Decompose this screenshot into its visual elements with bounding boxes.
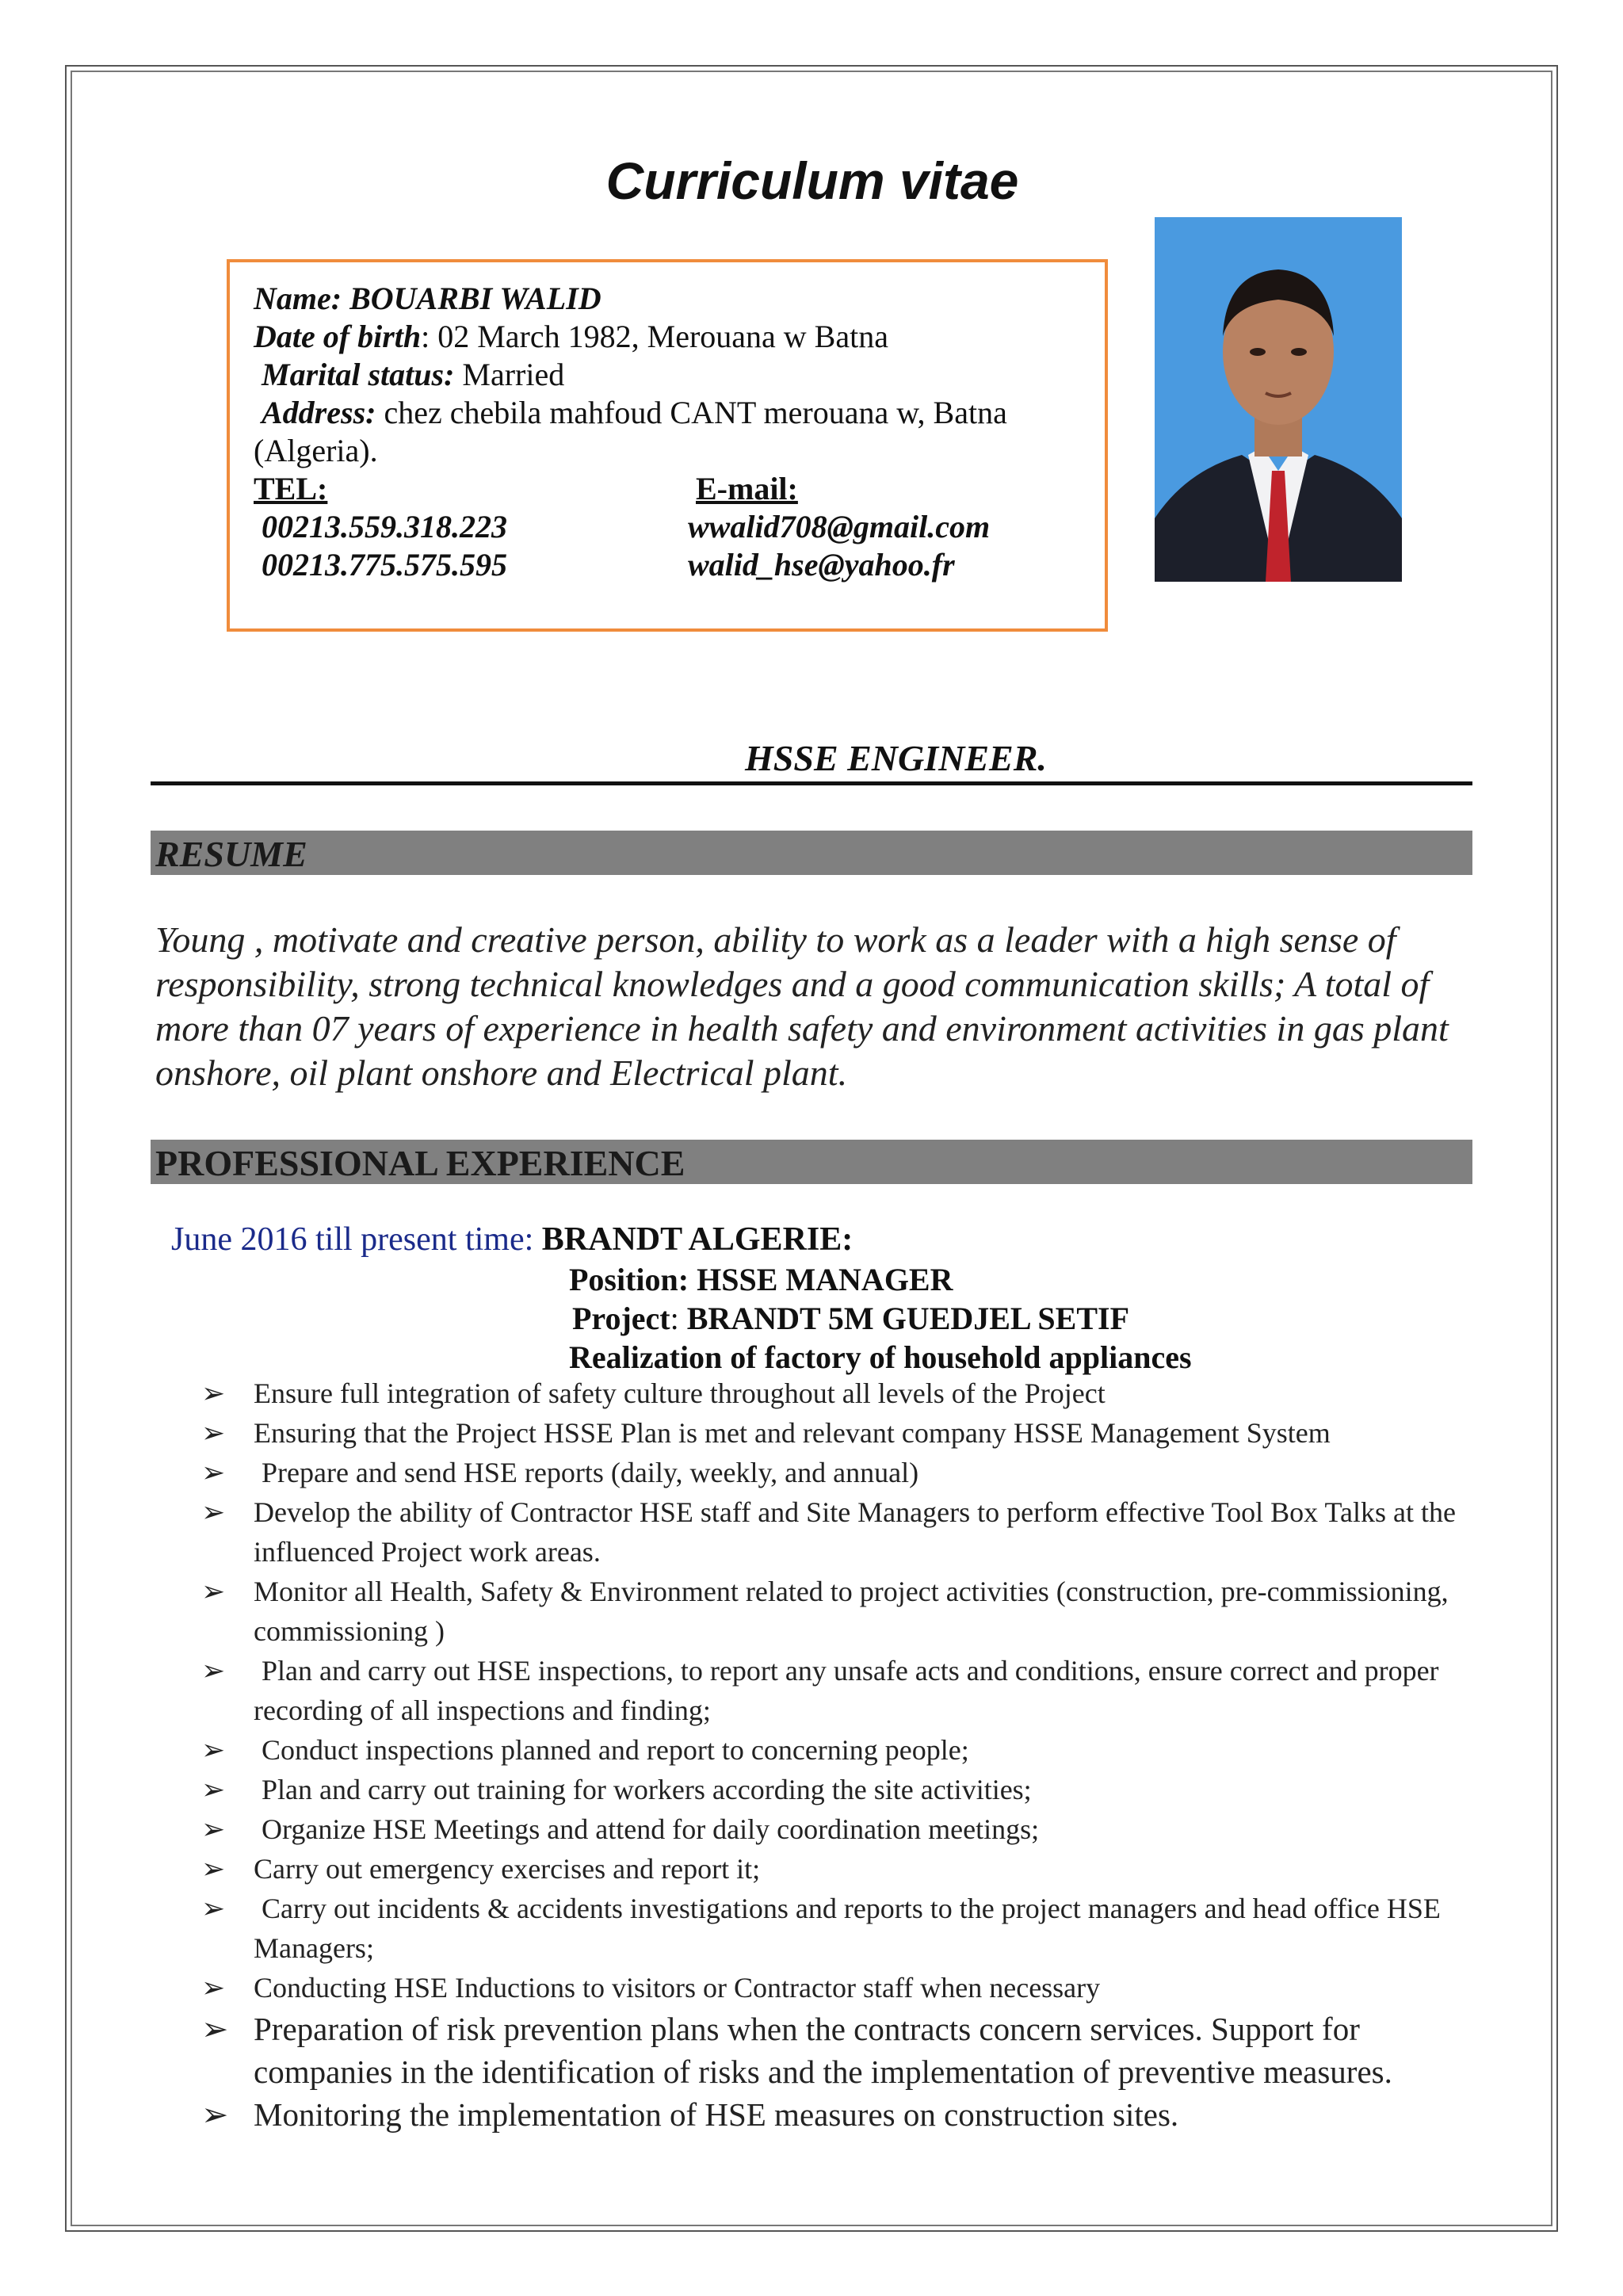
arrow-bullet-icon: ➢	[201, 1655, 226, 1687]
address-value: chez chebila mahfoud CANT merouana w, Batna	[376, 395, 1007, 430]
marital-line	[254, 356, 1105, 394]
tel-1: 00213.559.318.223	[262, 509, 507, 544]
project-label: Project	[572, 1301, 670, 1336]
arrow-bullet-icon: ➢	[201, 1853, 226, 1885]
list-item: ➢ Conduct inspections planned and report to concerning people;	[201, 1730, 1485, 1770]
list-item: ➢ Develop the ability of Contractor HSE staff and Site Managers to perform effective Tool Box Talks at the influenced Project work areas.	[201, 1492, 1485, 1572]
marital-value: Married	[454, 357, 565, 392]
email-2: walid_hse@yahoo.fr	[688, 547, 955, 583]
list-item: ➢ Ensure full integration of safety culture throughout all levels of the Project	[201, 1373, 1485, 1413]
address-line-2: (Algeria).	[254, 433, 378, 468]
dob-line	[254, 318, 1105, 356]
list-item: ➢ Prepare and send HSE reports (daily, weekly, and annual)	[201, 1453, 1485, 1492]
list-item: ➢ Conducting HSE Inductions to visitors or Contractor staff when necessary	[201, 1968, 1485, 2008]
name-line	[254, 280, 1105, 318]
job-title: HSSE ENGINEER.	[745, 738, 1047, 778]
task-list	[201, 1373, 1485, 2136]
dob-label: Date of birth	[254, 319, 422, 354]
email-1: wwalid708@gmail.com	[688, 509, 991, 544]
list-item: ➢ Monitoring the implementation of HSE measures on construction sites.	[201, 2093, 1485, 2136]
list-item: ➢ Plan and carry out training for workers according the site activities;	[201, 1770, 1485, 1809]
experience-heading: PROFESSIONAL EXPERIENCE	[151, 1140, 1472, 1184]
arrow-bullet-icon: ➢	[201, 1377, 226, 1409]
project-value: BRANDT 5M GUEDJEL SETIF	[686, 1301, 1130, 1336]
list-item: ➢ Ensuring that the Project HSSE Plan is met and relevant company HSSE Management System	[201, 1413, 1485, 1453]
address-line	[254, 394, 1105, 432]
resume-summary: Young , motivate and creative person, ability to work as a leader with a high sense of responsibility, strong technical knowledges and a good communication skills; A total of more than 07 years of experience in health safety and environment activities in gas plant onshore, oil plant onshore and Electrical plant.	[155, 919, 1449, 1093]
list-item: ➢ Carry out incidents & accidents investigations and reports to the project managers and head office HSE Managers;	[201, 1889, 1485, 1968]
tel-2: 00213.775.575.595	[262, 547, 507, 583]
profile-photo	[1155, 217, 1402, 582]
arrow-bullet-icon: ➢	[201, 2096, 229, 2133]
arrow-bullet-icon: ➢	[201, 1774, 226, 1805]
list-item: ➢ Plan and carry out HSE inspections, to report any unsafe acts and conditions, ensure correct and proper recording of all inspections and finding;	[201, 1651, 1485, 1730]
arrow-bullet-icon: ➢	[201, 1972, 226, 2004]
list-item: ➢ Organize HSE Meetings and attend for daily coordination meetings;	[201, 1809, 1485, 1849]
marital-label: Marital status:	[262, 357, 455, 392]
job-details	[567, 1260, 1192, 1377]
name-value: BOUARBI WALID	[349, 281, 601, 316]
arrow-bullet-icon: ➢	[201, 1813, 226, 1845]
contact-grid	[254, 470, 1105, 584]
job-company: BRANDT ALGERIE:	[541, 1221, 854, 1258]
job-period-line	[171, 1221, 853, 1259]
address-label: Address:	[262, 395, 376, 430]
header-rule	[151, 781, 1472, 785]
tel-label: TEL:	[254, 471, 328, 506]
resume-heading: RESUME	[151, 831, 1472, 875]
job-period: June 2016 till present time:	[171, 1221, 542, 1258]
list-item: ➢ Preparation of risk prevention plans when the contracts concern services. Support for companies in the identification of risks and the implementation of preventive measures.	[201, 2008, 1485, 2093]
list-item: ➢ Monitor all Health, Safety & Environment related to project activities (construction, pre-commissioning, commissioning )	[201, 1572, 1485, 1651]
dob-value: : 02 March 1982, Merouana w Batna	[421, 319, 888, 354]
list-item: ➢ Carry out emergency exercises and report it;	[201, 1849, 1485, 1889]
personal-info-box	[227, 259, 1108, 632]
arrow-bullet-icon: ➢	[201, 1576, 226, 1607]
job-realization: Realization of factory of household appliances	[569, 1339, 1192, 1375]
arrow-bullet-icon: ➢	[201, 1734, 226, 1766]
arrow-bullet-icon: ➢	[201, 2011, 229, 2047]
cv-title: Curriculum vitae	[605, 151, 1019, 210]
arrow-bullet-icon: ➢	[201, 1496, 226, 1528]
job-project-line	[567, 1299, 1192, 1338]
job-position: Position: HSSE MANAGER	[569, 1262, 953, 1297]
email-label: E-mail:	[696, 471, 798, 506]
arrow-bullet-icon: ➢	[201, 1893, 226, 1924]
arrow-bullet-icon: ➢	[201, 1417, 226, 1449]
project-sep: :	[670, 1301, 687, 1336]
name-label: Name:	[254, 281, 350, 316]
arrow-bullet-icon: ➢	[201, 1457, 226, 1488]
